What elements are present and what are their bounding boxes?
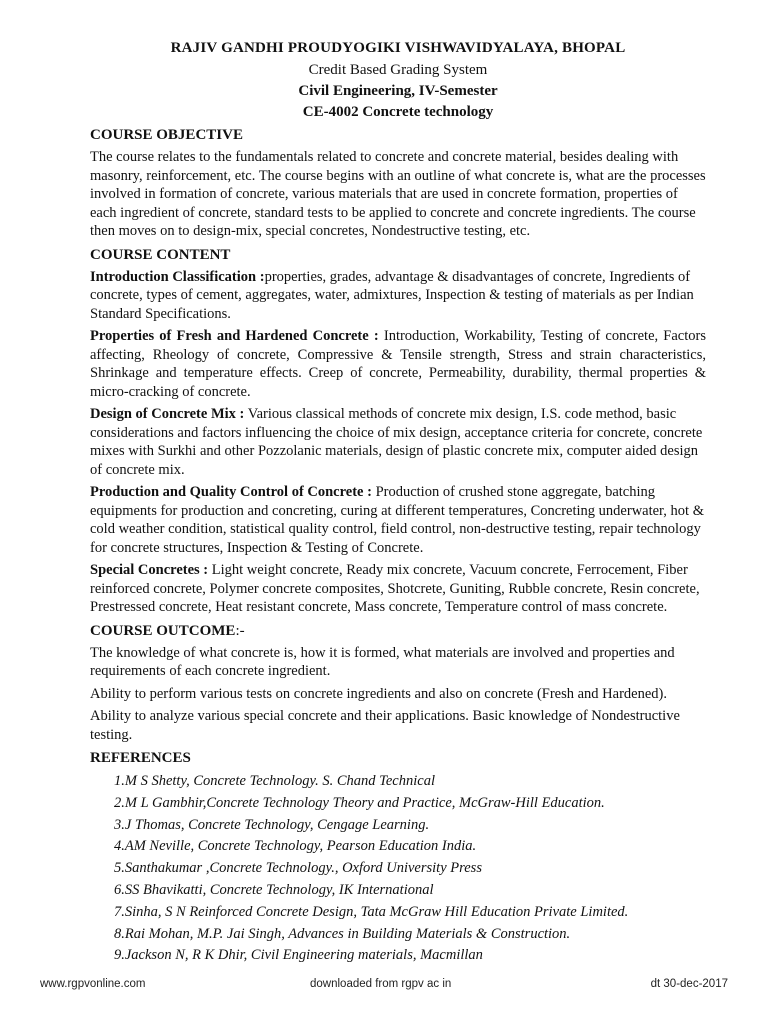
- course-objective-heading: COURSE OBJECTIVE: [90, 127, 243, 143]
- unit-title: Properties of Fresh and Hardened Concrete :: [90, 328, 379, 344]
- reference-item: 1.M S Shetty, Concrete Technology. S. Chand Technical: [114, 773, 435, 789]
- reference-item: 2.M L Gambhir,Concrete Technology Theory and Practice, McGraw-Hill Education.: [114, 794, 605, 811]
- course-content-heading: COURSE CONTENT: [90, 246, 231, 263]
- unit-title: Introduction Classification :: [90, 268, 265, 285]
- unit-text: Various classical methods of concrete mix design, I.S. code method, basic considerations and factors influencing the choice of mix design, acceptance criteria for concrete, concrete mixes with Surkhi and other Pozzolanic materials, design of plastic concrete mix, computer aided design of concrete mix.: [90, 406, 703, 478]
- course-title: CE-4002 Concrete technology: [302, 104, 494, 120]
- document-page: [90, 40, 706, 967]
- unit-text: properties, grades, advantage & disadvantages of concrete, Ingredients of concrete, types of cement, aggregates, water, admixtures, Inspection & testing of materials as per Indian Standard Specifications.: [90, 268, 694, 322]
- outcome-heading-suffix: :-: [235, 622, 245, 639]
- reference-item: 5.Santhakumar ,Concrete Technology., Oxford University Press: [114, 860, 482, 877]
- references-list: [90, 771, 706, 967]
- reference-item: 9.Jackson N, R K Dhir, Civil Engineering materials, Macmillan: [114, 947, 483, 964]
- content-unit-special-concretes: [90, 561, 706, 617]
- reference-item: 7.Sinha, S N Reinforced Concrete Design, Tata McGraw Hill Education Private Limited.: [114, 903, 629, 920]
- content-unit-introduction: [90, 268, 706, 324]
- unit-title: Special Concretes :: [90, 562, 209, 578]
- reference-item: 6.SS Bhavikatti, Concrete Technology, IK International: [114, 881, 434, 898]
- reference-item: 8.Rai Mohan, M.P. Jai Singh, Advances in Building Materials & Construction.: [114, 925, 571, 942]
- university-name: RAJIV GANDHI PROUDYOGIKI VISHWAVIDYALAYA, BHOPAL: [170, 40, 626, 56]
- grading-system: Credit Based Grading System: [308, 62, 488, 78]
- page-footer: [40, 978, 728, 994]
- unit-text: Light weight concrete, Ready mix concrete, Vacuum concrete, Ferrocement, Fiber reinforced concrete, Polymer concrete composites, Shotcrete, Guniting, Rubble concrete, Resin concrete, Prestressed concrete, Heat resistant concrete, Mass concrete, Temperature control of mass concrete.: [90, 562, 700, 615]
- unit-title: Design of Concrete Mix :: [90, 406, 245, 422]
- footer-date: dt 30-dec-2017: [650, 978, 728, 990]
- footer-website: www.rgpvonline.com: [40, 978, 146, 990]
- content-unit-fresh-hardened: [90, 327, 706, 401]
- program-title: Civil Engineering, IV-Semester: [298, 83, 498, 99]
- course-outcome-heading: [90, 623, 706, 640]
- outcome-item: Ability to perform various tests on concrete ingredients and also on concrete (Fresh and Hardened).: [90, 685, 667, 702]
- unit-text: Introduction, Workability, Testing of concrete, Factors affecting, Rheology of concrete, Compressive & Tensile strength, Stress and strain characteristics, Shrinkage and temperature effects. Creep of concrete, Permeability, durability, thermal properties & micro-cracking of concrete.: [90, 328, 706, 400]
- unit-text: Production of crushed stone aggregate, batching equipments for production and concreting, curing at different temperatures, Concreting underwater, hot & cold weather condition, statistical quality control, field control, non-destructive testing, repair technology for concrete structures, Inspection & Testing of Concrete.: [90, 484, 704, 556]
- reference-item: 4.AM Neville, Concrete Technology, Pearson Education India.: [114, 838, 477, 855]
- outcome-item: The knowledge of what concrete is, how it is formed, what materials are involved and properties and requirements of each concrete ingredient.: [90, 644, 675, 679]
- content-unit-mix-design: [90, 405, 706, 479]
- outcome-item: Ability to analyze various special concrete and their applications. Basic knowledge of Nondestructive testing.: [90, 708, 680, 743]
- outcome-heading-text: COURSE OUTCOME: [90, 622, 236, 639]
- unit-title: Production and Quality Control of Concrete :: [90, 484, 372, 500]
- reference-item: 3.J Thomas, Concrete Technology, Cengage Learning.: [114, 816, 430, 833]
- course-objective-text: The course relates to the fundamentals related to concrete and concrete material, besides dealing with masonry, reinforcement, etc. The course begins with an outline of what concrete is, what are the processes involved in formation of concrete, various materials that are used in concrete formation, properties of each ingredient of concrete, standard tests to be applied to concrete and concrete ingredients. The course then moves on to design-mix, special concretes, Nondestructive testing, etc.: [90, 149, 706, 239]
- content-unit-production-quality: [90, 483, 706, 557]
- footer-source: downloaded from rgpv ac in: [310, 978, 452, 990]
- references-heading: REFERENCES: [90, 750, 191, 766]
